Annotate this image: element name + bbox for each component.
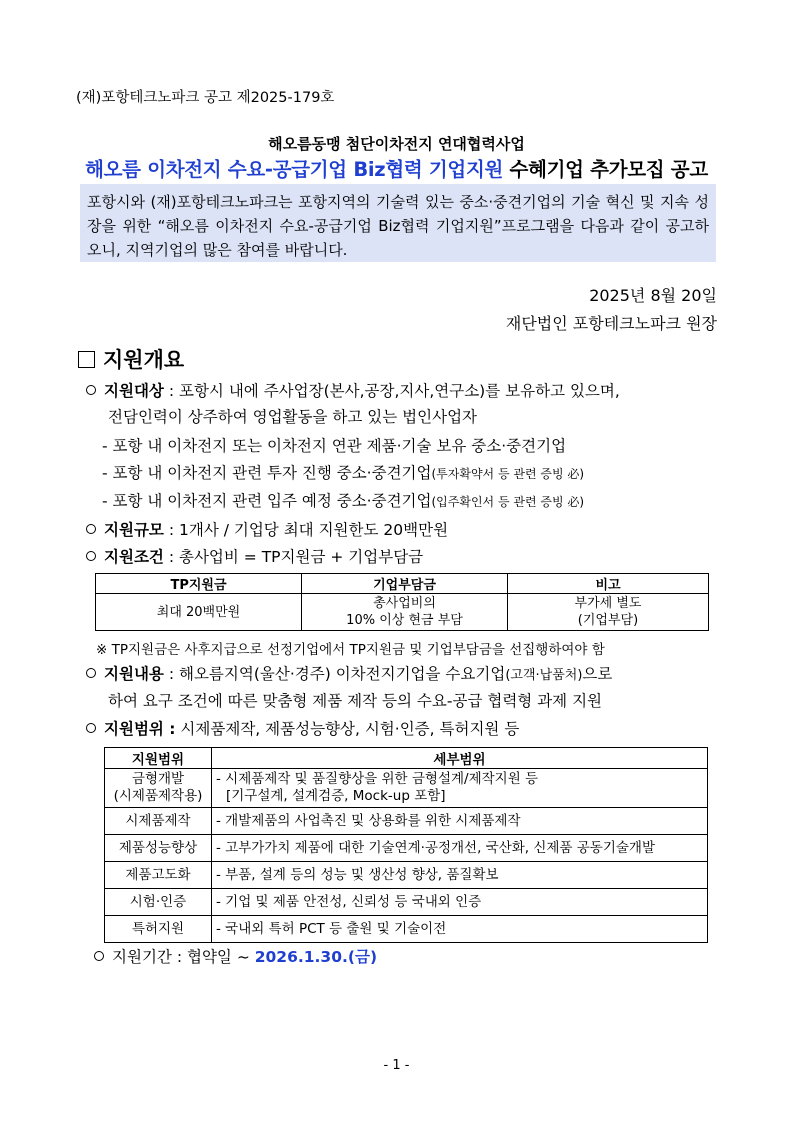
- target-bullet-1: [102, 434, 566, 456]
- range-line: [86, 717, 519, 739]
- circle-bullet-icon: [94, 951, 104, 961]
- table-cell: 최대 20백만원: [96, 594, 302, 631]
- target-text-1: : 포항시 내에 주사업장(본사,공장,지사,연구소)를 보유하고 있으며,: [163, 382, 620, 400]
- bullet-text: - 포항 내 이차전지 또는 이차전지 연관 제품·기술 보유 중소·중견기업: [102, 437, 567, 455]
- scale-label: 지원규모: [104, 521, 164, 539]
- circle-bullet-icon: [86, 723, 96, 733]
- table-row: [105, 808, 708, 835]
- page-title: [0, 154, 793, 182]
- range-text: 시제품제작, 제품성능향상, 시험·인증, 특허지원 등: [175, 720, 520, 738]
- cell-line: 10% 이상 현금 부담: [346, 613, 463, 628]
- cell-line: 금형개발: [131, 771, 185, 787]
- condition-text: : 총사업비 = TP지원금 + 기업부담금: [163, 548, 424, 566]
- intro-box: 포항시와 (재)포항테크노파크는 포항지역의 기술력 있는 중소·중견기업의 기술 혁신 및 지속 성장을 위한 “해오름 이차전지 수요-공급기업 Biz협력 기업지원”프로그램을 다음과 같이 공고하오니, 지역기업의 많은 참여를 바랍니다.: [80, 184, 716, 262]
- cell-line: [기구설계, 설계검증, Mock-up 포함]: [226, 788, 446, 804]
- bullet-text: - 포항 내 이차전지 관련 입주 예정 중소·중견기업: [102, 492, 432, 510]
- table-cell: - 부품, 설계 등의 성능 및 생산성 향상, 품질확보: [212, 862, 708, 889]
- support-range-table: [104, 747, 708, 943]
- cell-line: - 시제품제작 및 품질향상을 위한 금형설계/제작지원 등: [216, 771, 539, 787]
- table-cell: [302, 594, 508, 631]
- scale-line: [86, 518, 448, 540]
- circle-bullet-icon: [86, 385, 96, 395]
- scale-text: : 1개사 / 기업당 최대 지원한도 20백만원: [163, 521, 449, 539]
- title-blue-part: 해오름 이차전지 수요-공급기업 Biz협력 기업지원: [85, 158, 504, 181]
- table-cell: - 고부가가치 제품에 대한 기술연계·공정개선, 국산화, 신제품 공동기술개발: [212, 835, 708, 862]
- table-cell: - 기업 및 제품 안전성, 신뢰성 등 국내외 인증: [212, 889, 708, 916]
- notice-number: (재)포항테크노파크 공고 제2025-179호: [76, 90, 335, 106]
- target-label: 지원대상: [104, 382, 164, 400]
- table-cell: [105, 769, 212, 808]
- issuing-organization: 재단법인 포항테크노파크 원장: [505, 314, 717, 333]
- period-value: 2026.1.30.(금): [254, 948, 378, 966]
- table-row: [105, 916, 708, 943]
- range-label: 지원범위 :: [104, 720, 176, 738]
- table-cell: - 개발제품의 사업촉진 및 상용화를 위한 시제품제작: [212, 808, 708, 835]
- table-header: 지원범위: [105, 748, 212, 769]
- table-row: [105, 769, 708, 808]
- notice-date: 2025년 8월 20일: [589, 286, 717, 305]
- cell-line: 총사업비의: [373, 596, 436, 611]
- cell-line: (시제품제작용): [113, 788, 203, 804]
- content-text-end: 으로: [582, 665, 613, 683]
- bullet-note: (투자확약서 등 관련 증빙 必): [431, 467, 585, 481]
- circle-bullet-icon: [86, 551, 96, 561]
- table-row: [105, 889, 708, 916]
- condition-label: 지원조건: [104, 548, 164, 566]
- funding-table: [95, 573, 709, 631]
- table-header: TP지원금: [96, 574, 302, 594]
- table-cell: [212, 769, 708, 808]
- page-number: - 1 -: [383, 1058, 410, 1073]
- program-subtitle: 해오름동맹 첨단이차전지 연대협력사업: [268, 135, 525, 153]
- table-cell: 특허지원: [105, 916, 212, 943]
- checkbox-square-icon: [78, 351, 95, 368]
- table-header: 세부범위: [212, 748, 708, 769]
- target-bullet-2: [102, 461, 584, 483]
- table-cell: - 국내외 특허 PCT 등 출원 및 기술이전: [212, 916, 708, 943]
- section-heading-text: 지원개요: [103, 348, 185, 372]
- circle-bullet-icon: [86, 668, 96, 678]
- table-row: [105, 835, 708, 862]
- section-heading: [78, 344, 184, 374]
- table-row: [105, 862, 708, 889]
- content-text-1: : 해오름지역(울산·경주) 이차전지기업을 수요기업: [163, 665, 506, 683]
- table-cell: 제품고도화: [105, 862, 212, 889]
- bullet-note: (입주확인서 등 관련 증빙 必): [431, 495, 585, 509]
- target-line-2: 전담인력이 상주하여 영업활동을 하고 있는 법인사업자: [108, 408, 478, 426]
- content-line-2: 하여 요구 조건에 따른 맞춤형 제품 제작 등의 수요-공급 협력형 과제 지원: [108, 692, 603, 710]
- bullet-text: - 포항 내 이차전지 관련 투자 진행 중소·중견기업: [102, 464, 432, 482]
- period-label: 지원기간 : 협약일 ~: [112, 948, 255, 966]
- table-cell: 시험·인증: [105, 889, 212, 916]
- period-line: [94, 945, 377, 967]
- content-label: 지원내용: [104, 665, 164, 683]
- table-header: 비고: [508, 574, 709, 594]
- table-cell: 시제품제작: [105, 808, 212, 835]
- content-text-small: (고객·납품처): [505, 668, 583, 683]
- condition-line: [86, 545, 423, 567]
- cell-line: 부가세 별도: [574, 596, 642, 611]
- table-cell: [508, 594, 709, 631]
- circle-bullet-icon: [86, 524, 96, 534]
- target-bullet-3: [102, 489, 584, 511]
- title-black-part: 수혜기업 추가모집 공고: [503, 158, 708, 181]
- content-line-1: [86, 662, 612, 684]
- funding-note: ※ TP지원금은 사후지급으로 선정기업에서 TP지원금 및 기업부담금을 선집행하여야 함: [96, 642, 605, 658]
- target-line-1: [86, 379, 620, 401]
- cell-line: (기업부담): [577, 613, 639, 628]
- table-cell: 제품성능향상: [105, 835, 212, 862]
- table-header: 기업부담금: [302, 574, 508, 594]
